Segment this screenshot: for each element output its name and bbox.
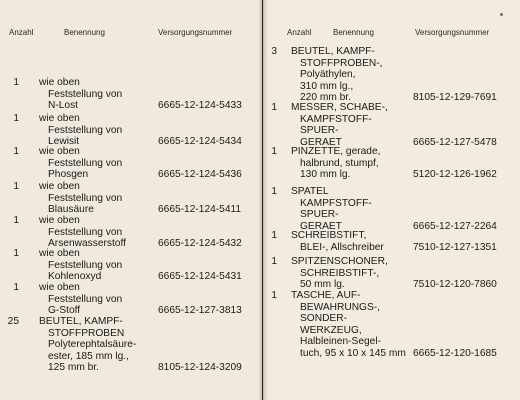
item-quantity: 1 <box>271 290 277 301</box>
item-nsn: 6665-12-124-5433 <box>158 100 242 112</box>
item-description <box>39 282 122 317</box>
header-qty: Anzahl <box>287 28 312 37</box>
description-line: wie oben <box>39 146 80 157</box>
description-line: 125 mm br. <box>48 362 99 374</box>
description-line: wie oben <box>39 282 80 293</box>
description-line: SPUER- <box>300 125 339 137</box>
item-nsn: 7510-12-120-7860 <box>413 279 497 291</box>
book-gutter <box>258 0 268 400</box>
item-description <box>39 146 122 181</box>
item-nsn: 6665-12-127-3813 <box>158 305 242 317</box>
description-line: Feststellung von <box>48 293 123 305</box>
description-line: N-Lost <box>48 100 79 112</box>
description-line: halbrund, stumpf, <box>300 157 379 169</box>
description-line: tuch, 95 x 10 x 145 mm <box>300 347 406 359</box>
item-description <box>39 113 122 148</box>
description-line: SCHREIBSTIFT, <box>291 230 367 241</box>
item-nsn: 6665-12-124-5434 <box>158 136 242 148</box>
description-line: wie oben <box>39 113 80 124</box>
description-line: MESSER, SCHABE-, <box>291 102 388 113</box>
description-line: TASCHE, AUF- <box>291 290 361 301</box>
header-qty: Anzahl <box>9 28 34 37</box>
description-line: GERAET <box>300 220 342 232</box>
item-description <box>291 102 388 148</box>
item-description <box>291 146 380 181</box>
item-description <box>39 215 126 250</box>
description-line: wie oben <box>39 215 80 226</box>
description-line: Polyterephtalsäure- <box>48 339 137 351</box>
item-description <box>291 46 382 104</box>
header-name: Benennung <box>333 28 374 37</box>
description-line: wie oben <box>39 181 80 192</box>
item-quantity: 25 <box>7 316 19 327</box>
item-nsn: 6665-12-124-5411 <box>158 204 242 216</box>
description-line: SPUER- <box>300 209 339 221</box>
item-description <box>39 181 122 216</box>
item-description <box>291 290 406 360</box>
page-mark <box>500 13 503 16</box>
item-quantity: 1 <box>13 113 19 124</box>
description-line: 130 mm lg. <box>300 169 351 181</box>
item-nsn: 6665-12-124-5432 <box>158 238 242 250</box>
item-nsn: 5120-12-126-1962 <box>413 169 497 181</box>
description-line: Blausäure <box>48 204 94 216</box>
description-line: wie oben <box>39 248 80 259</box>
description-line: 220 mm br. <box>300 92 351 104</box>
item-quantity: 1 <box>13 181 19 192</box>
description-line: GERAET <box>300 136 342 148</box>
description-line: ester, 185 mm lg., <box>48 350 129 362</box>
item-nsn: 8105-12-129-7691 <box>413 92 497 104</box>
item-quantity: 1 <box>13 248 19 259</box>
description-line: SPATEL <box>291 186 329 197</box>
item-quantity: 1 <box>13 77 19 88</box>
description-line: BEWAHRUNGS-, <box>300 301 380 313</box>
description-line: Feststellung von <box>48 259 123 271</box>
item-nsn: 6665-12-124-5436 <box>158 169 242 181</box>
item-description <box>39 248 122 283</box>
description-line: PINZETTE, gerade, <box>291 146 381 157</box>
header-nsn: Versorgungsnummer <box>158 28 233 37</box>
item-nsn: 6665-12-127-2264 <box>413 220 497 232</box>
description-line: Feststellung von <box>48 226 123 238</box>
item-nsn: 7510-12-127-1351 <box>413 241 497 253</box>
description-line: Arsenwasserstoff <box>48 238 126 250</box>
item-nsn: 8105-12-124-3209 <box>158 362 242 374</box>
item-quantity: 1 <box>271 230 277 241</box>
header-nsn: Versorgungsnummer <box>415 28 490 37</box>
item-quantity: 1 <box>271 146 277 157</box>
description-line: Feststellung von <box>48 192 123 204</box>
item-description <box>291 230 384 253</box>
item-nsn: 6665-12-127-5478 <box>413 136 497 148</box>
item-quantity: 1 <box>13 282 19 293</box>
item-quantity: 1 <box>271 256 277 267</box>
description-line: Halbleinen-Segel- <box>300 336 381 348</box>
item-quantity: 1 <box>13 146 19 157</box>
description-line: KAMPFSTOFF- <box>300 113 372 125</box>
description-line: STOFFPROBEN <box>48 327 125 339</box>
description-line: SPITZENSCHONER, <box>291 256 388 267</box>
description-line: wie oben <box>39 77 80 88</box>
description-line: KAMPFSTOFF- <box>300 197 372 209</box>
item-nsn: 6665-12-124-5431 <box>158 271 242 283</box>
description-line: BEUTEL, KAMPF- <box>291 46 375 57</box>
description-line: WERKZEUG, <box>300 324 362 336</box>
description-line: BEUTEL, KAMPF- <box>39 316 123 327</box>
item-description <box>39 77 122 112</box>
item-nsn: 6665-12-120-1685 <box>413 348 497 359</box>
header-name: Benennung <box>64 28 105 37</box>
item-quantity: 1 <box>13 215 19 226</box>
item-quantity: 1 <box>271 186 277 197</box>
description-line: BLEI-, Allschreiber <box>300 241 384 253</box>
description-line: Feststellung von <box>48 88 123 100</box>
description-line: Feststellung von <box>48 124 123 136</box>
description-line: Polyäthylen, <box>300 69 356 81</box>
description-line: 310 mm lg., <box>300 80 354 92</box>
description-line: Lewisit <box>48 136 80 148</box>
item-description <box>291 186 372 232</box>
right-page <box>263 0 520 400</box>
item-description <box>291 256 388 291</box>
item-quantity: 1 <box>271 102 277 113</box>
item-description <box>39 316 136 374</box>
description-line: SONDER- <box>300 313 347 325</box>
description-line: 50 mm lg. <box>300 279 345 291</box>
description-line: Phosgen <box>48 169 89 181</box>
description-line: G-Stoff <box>48 305 81 317</box>
description-line: Kohlenoxyd <box>48 271 102 283</box>
description-line: Feststellung von <box>48 157 123 169</box>
description-line: STOFFPROBEN-, <box>300 57 383 69</box>
description-line: SCHREIBSTIFT-, <box>300 267 380 279</box>
item-quantity: 3 <box>271 46 277 57</box>
